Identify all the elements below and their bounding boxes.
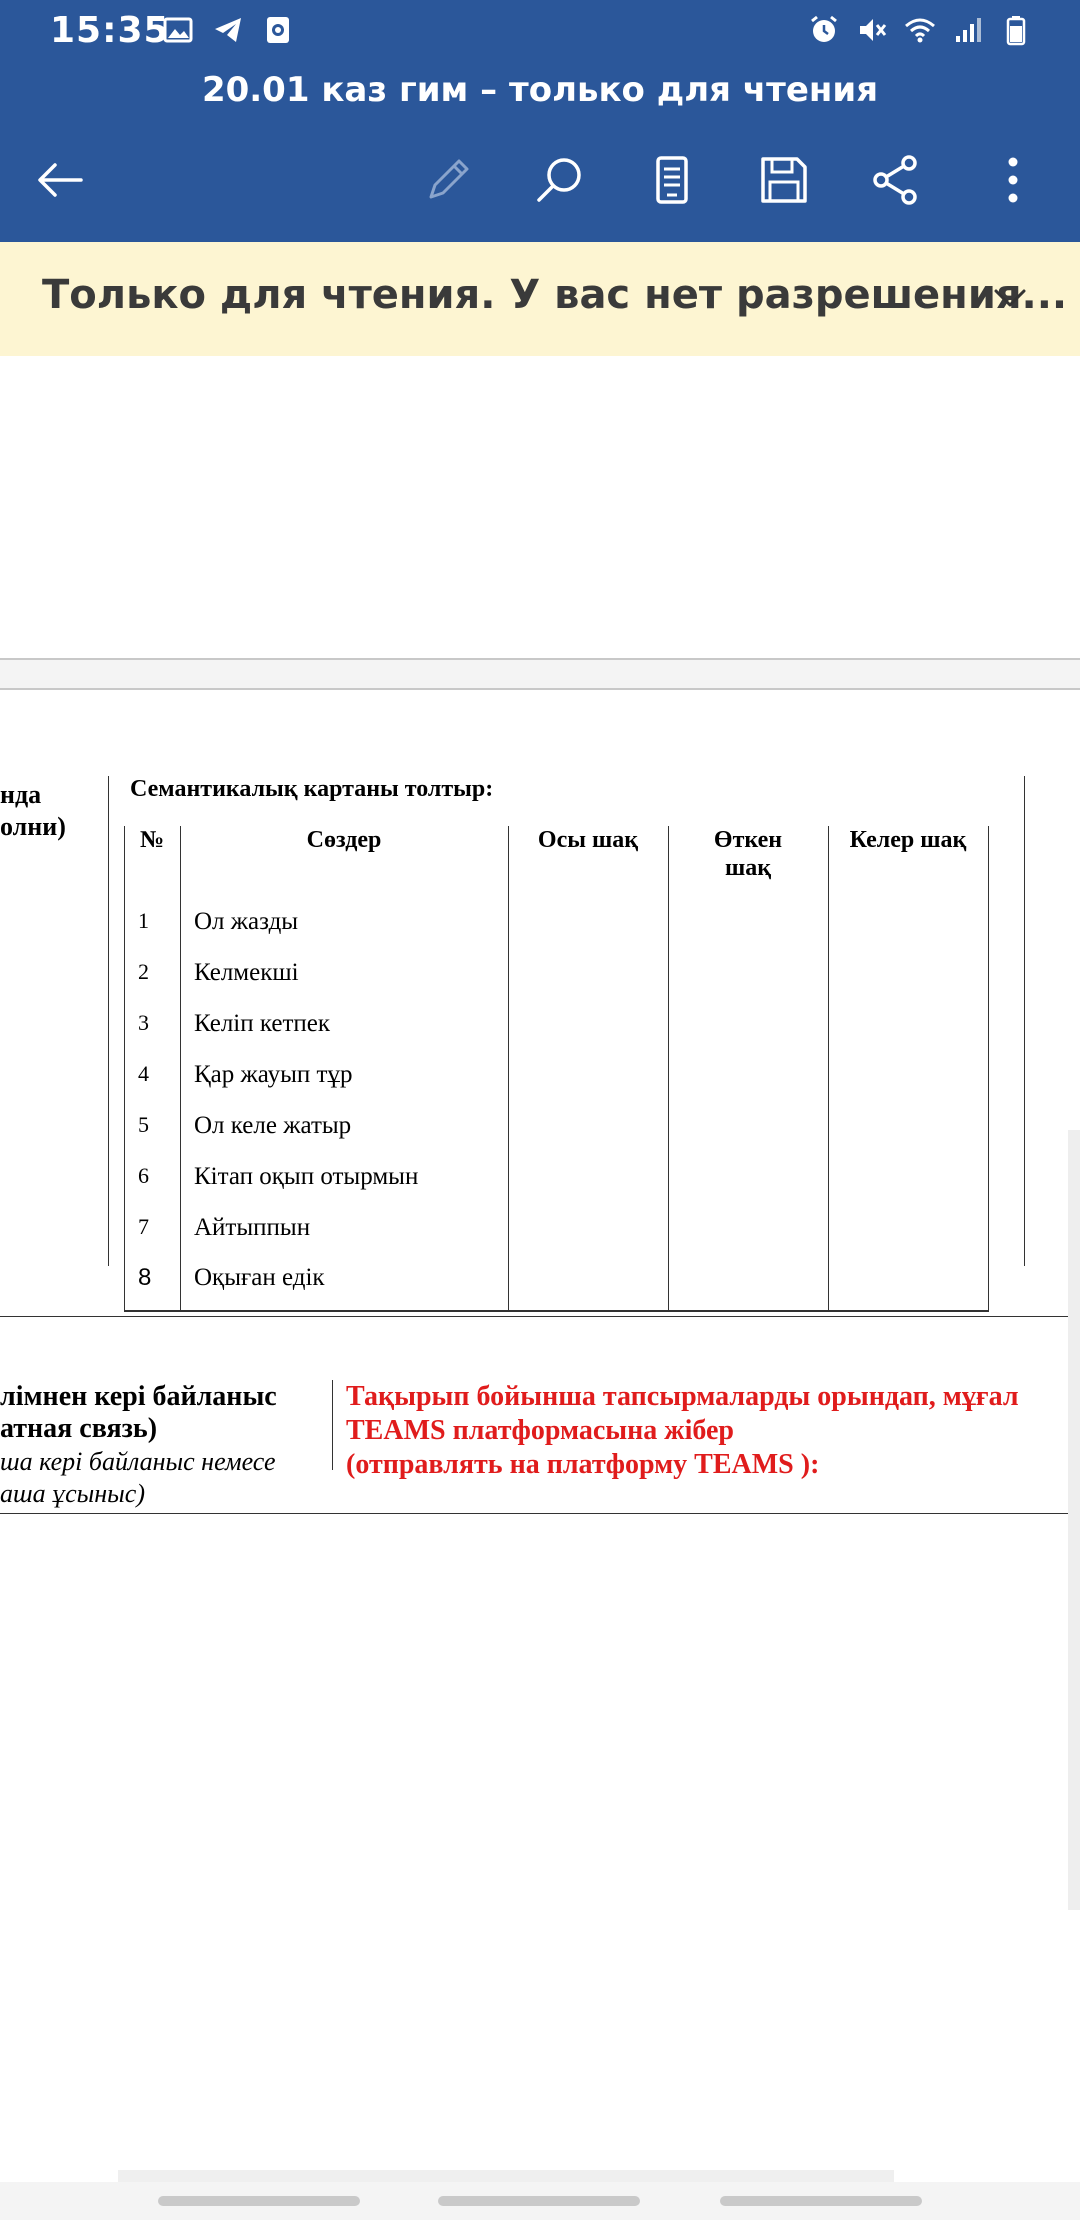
row-number: 3 [138, 1010, 149, 1035]
feedback-sub-line2: аша ұсыныс) [0, 1479, 145, 1508]
row-word: Кітап оқып отырмын [194, 1163, 419, 1190]
nav-recents-button[interactable] [158, 2196, 360, 2206]
vertical-scrollbar[interactable] [1068, 1130, 1080, 1910]
wifi-icon [904, 14, 936, 46]
document-title: 20.01 каз гим – только для чтения [201, 70, 879, 110]
inner-table-border [180, 826, 181, 1310]
alarm-icon [808, 14, 840, 46]
table-border [0, 1316, 1080, 1317]
row-number: 7 [138, 1214, 149, 1239]
feedback-task-line1: Тақырып бойынша тапсырмаларды орындап, мұғал [346, 1381, 1019, 1412]
row-number: 5 [138, 1112, 149, 1137]
back-icon [33, 153, 87, 207]
status-left-icons [162, 14, 294, 46]
horizontal-scrollbar[interactable] [118, 2170, 894, 2182]
page-break [0, 658, 1080, 690]
signal-icon [952, 14, 984, 46]
screen-recorder-icon [262, 14, 294, 46]
table-border [1024, 776, 1025, 1266]
readonly-banner-text: Только для чтения. У вас нет разрешения... [42, 272, 1068, 318]
inner-table-border [668, 826, 669, 1310]
search-icon [533, 153, 587, 207]
column-header-past-line2: шақ [724, 855, 772, 881]
row-number: 1 [138, 908, 149, 933]
row-number: 8 [138, 1264, 152, 1291]
edit-icon [421, 153, 475, 207]
status-right-icons [808, 14, 1032, 46]
more-options-button[interactable] [978, 150, 1038, 210]
battery-icon [1000, 14, 1032, 46]
inner-table-border [124, 826, 125, 1310]
left-cell-line1: нда [0, 780, 42, 809]
inner-table-border [124, 1310, 989, 1312]
status-time: 15:35 [50, 10, 170, 51]
back-button[interactable] [30, 150, 90, 210]
chevron-down-icon[interactable] [990, 278, 1030, 318]
row-word: Ол келе жатыр [194, 1112, 352, 1139]
row-number: 6 [138, 1163, 149, 1188]
column-header-past-line1: Өткен [713, 827, 783, 853]
document-canvas[interactable] [0, 356, 1080, 2170]
save-button[interactable] [754, 150, 814, 210]
row-number: 2 [138, 959, 149, 984]
image-icon [162, 14, 194, 46]
row-number: 4 [138, 1061, 149, 1086]
feedback-task-line3: (отправлять на платформу TEAMS ): [346, 1449, 820, 1480]
row-word: Келмекші [194, 959, 299, 986]
semantic-task-heading: Семантикалық картаны толтыр: [130, 776, 494, 802]
share-button[interactable] [866, 150, 926, 210]
feedback-task [346, 1380, 1019, 1482]
nav-back-button[interactable] [720, 2196, 922, 2206]
feedback-subtitle [0, 1446, 276, 1510]
share-icon [869, 153, 923, 207]
feedback-title-line2: атная связь) [0, 1413, 158, 1444]
inner-table-border [508, 826, 509, 1310]
feedback-bottom-border [0, 1513, 1080, 1514]
mute-icon [856, 14, 888, 46]
left-cell-line2: олни) [0, 812, 66, 841]
column-header-past [668, 826, 828, 882]
feedback-sub-line1: ша кері байланыс немесе [0, 1447, 276, 1476]
system-nav-bar [0, 2182, 1080, 2220]
column-header-future: Келер шақ [849, 827, 967, 853]
search-button[interactable] [530, 150, 590, 210]
column-header-number: № [139, 827, 165, 853]
more-icon [981, 153, 1035, 207]
column-header-present: Осы шақ [537, 827, 639, 853]
inner-table-border [988, 826, 989, 1310]
readonly-banner[interactable] [0, 242, 1080, 356]
row-word: Қар жауып тұр [194, 1061, 353, 1088]
row-word: Оқыған едік [194, 1264, 325, 1291]
feedback-task-line2: TEAMS платформасына жібер [346, 1415, 734, 1446]
feedback-cell-divider [332, 1380, 333, 1470]
row-word: Айтыппын [194, 1214, 311, 1241]
table-border [108, 776, 109, 1266]
column-header-words: Сөздер [306, 827, 382, 853]
feedback-title [0, 1381, 277, 1445]
feedback-title-line1: лімнен кері байланыс [0, 1381, 277, 1412]
nav-home-button[interactable] [438, 2196, 640, 2206]
row-word: Келіп кетпек [194, 1010, 331, 1037]
row-word: Ол жазды [194, 908, 299, 935]
inner-table-border [828, 826, 829, 1310]
status-bar [0, 0, 1080, 62]
telegram-icon [212, 14, 244, 46]
app-bar [0, 62, 1080, 242]
edit-button[interactable] [418, 150, 478, 210]
reading-mode-button[interactable] [642, 150, 702, 210]
reading-mode-icon [645, 153, 699, 207]
save-icon [757, 153, 811, 207]
